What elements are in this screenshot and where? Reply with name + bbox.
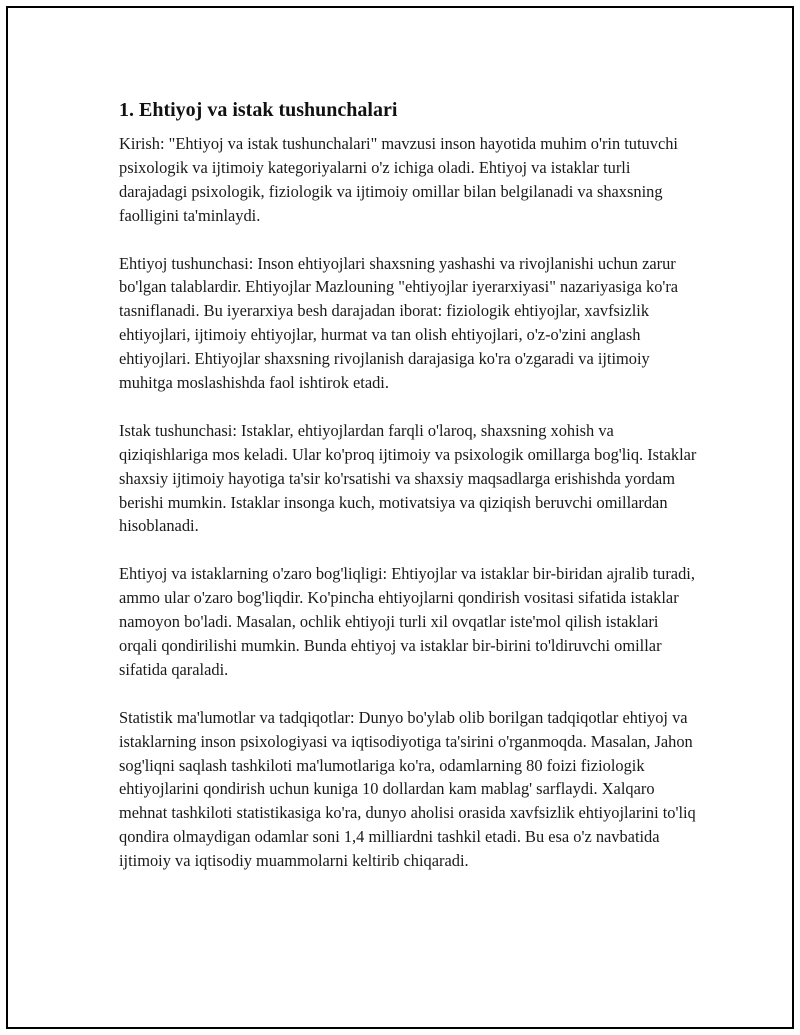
section-heading: 1. Ehtiyoj va istak tushunchalari [119, 99, 398, 121]
paragraph-introduction: Kirish: "Ehtiyoj va istak tushunchalari" mavzusi inson hayotida muhim o'rin tutuvchi psixologik va ijtimoiy kategoriyalarni o'z ichiga oladi. Ehtiyoj va istaklar turli darajadagi psixologik, fiziologik va ijtimoiy omillar bilan belgilanadi va shaxsning faolligini ta'minlaydi. [119, 134, 678, 225]
document-content [119, 96, 699, 873]
paragraph-need-concept: Ehtiyoj tushunchasi: Inson ehtiyojlari shaxsning yashashi va rivojlanishi uchun zarur bo'lgan talablardir. Ehtiyojlar Mazlouning "ehtiyojlar iyerarxiyasi" nazariyasiga ko'ra tasniflanadi. Bu iyerarxiya besh darajadan iborat: fiziologik ehtiyojlar, xavfsizlik ehtiyojlari, ijtimoiy ehtiyojlar, hurmat va tan olish ehtiyojlari, o'z-o'zini anglash ehtiyojlari. Ehtiyojlar shaxsning rivojlanish darajasiga ko'ra o'zgaradi va ijtimoiy muhitga moslashishda faol ishtirok etadi. [119, 253, 679, 393]
document-page [6, 6, 794, 1029]
paragraph-statistics: Statistik ma'lumotlar va tadqiqotlar: Dunyo bo'ylab olib borilgan tadqiqotlar ehtiyoj va istaklarning inson psixologiyasi va iqtisodiyotiga ta'sirini o'rganmoqda. Masalan, Jahon sog'liqni saqlash tashkiloti ma'lumotlariga ko'ra, odamlarning 80 foizi fiziologik ehtiyojlarini qondirish uchun kuniga 10 dollardan kam mablag' sarflaydi. Xalqaro mehnat tashkiloti statistikasiga ko'ra, dunyo aholisi orasida xavfsizlik ehtiyojlarini to'liq qondira olmaydigan odamlar soni 1,4 milliardni tashkil etadi. Bu esa o'z navbatida ijtimoiy va iqtisodiy muammolarni keltirib chiqaradi. [119, 707, 696, 871]
paragraph-desire-concept: Istak tushunchasi: Istaklar, ehtiyojlardan farqli o'laroq, shaxsning xohish va qiziqishlariga mos keladi. Ular ko'proq ijtimoiy va psixologik omillarga bog'liq. Istaklar shaxsiy ijtimoiy hayotiga ta'sir ko'rsatishi va shaxsiy maqsadlarga erishishda yordam berishi mumkin. Istaklar insonga kuch, motivatsiya va qiziqish beruvchi omillardan hisoblanadi. [119, 420, 697, 536]
paragraph-interrelation: Ehtiyoj va istaklarning o'zaro bog'liqligi: Ehtiyojlar va istaklar bir-biridan ajralib turadi, ammo ular o'zaro bog'liqdir. Ko'pincha ehtiyojlarni qondirish vositasi sifatida istaklar namoyon bo'ladi. Masalan, ochlik ehtiyoji turli xil ovqatlar iste'mol qilish istaklari orqali qondirilishi mumkin. Bunda ehtiyoj va istaklar bir-birini to'ldiruvchi omillar sifatida qaraladi. [119, 564, 695, 679]
